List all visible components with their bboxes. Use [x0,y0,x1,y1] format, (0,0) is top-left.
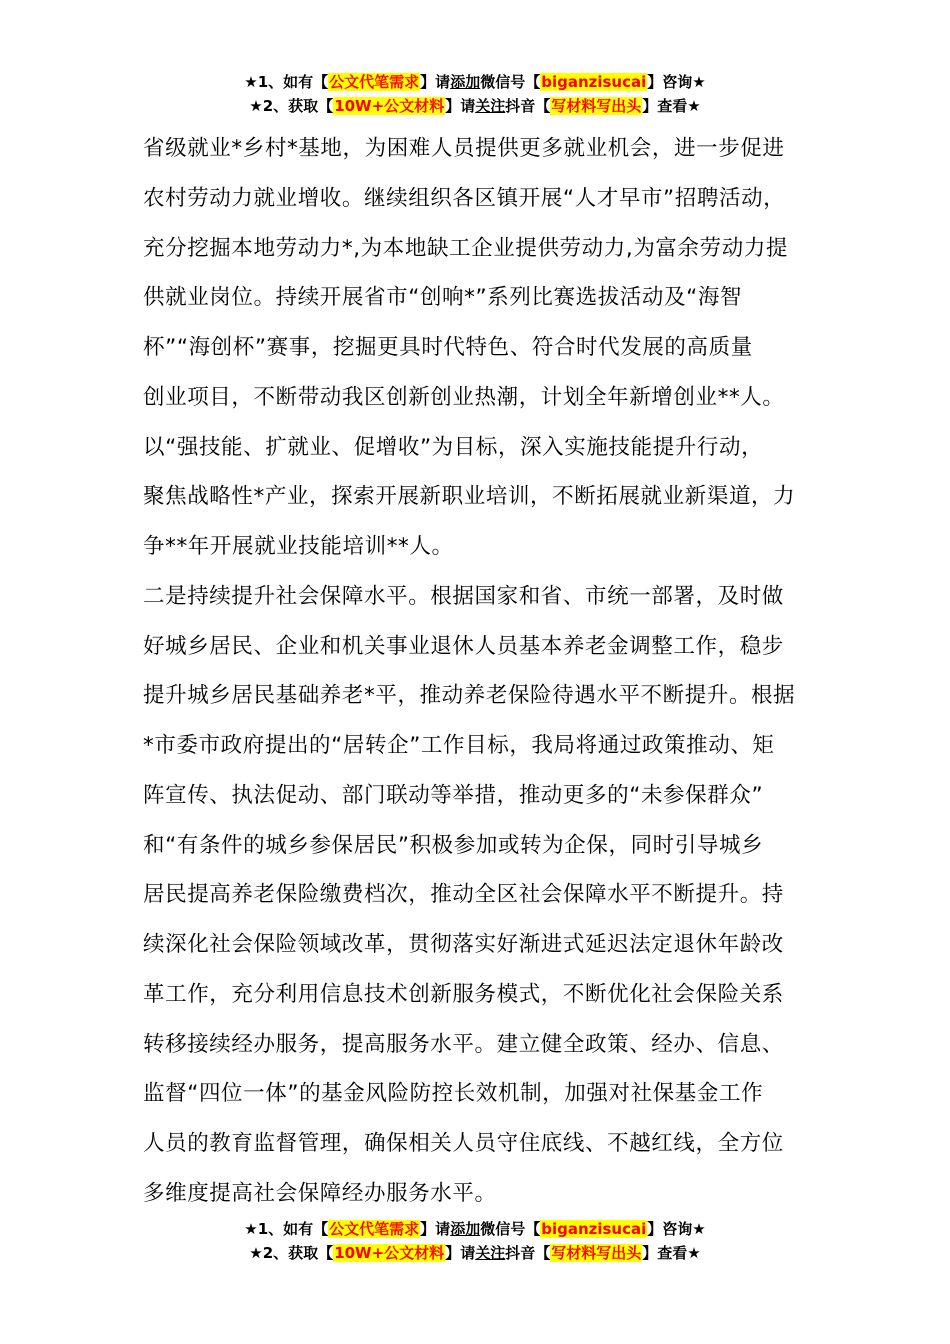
banner-text: 微信号【 [480,73,541,91]
banner-line-1 [0,1217,950,1241]
banner-text: ★2、获取【 [249,1244,334,1262]
banner-line-2 [0,94,950,118]
body-line: *市委市政府提出的“居转企”工作目标，我局将通过政策推动、矩 [143,733,775,758]
banner-text: 】请 [420,73,451,91]
body-line: 监督“四位一体”的基金风险防控长效机制，加强对社保基金工作 [143,1081,764,1107]
header-banner [0,70,950,118]
banner-text: ★1、如有【 [244,1220,329,1238]
body-line: 和“有条件的城乡参保居民”积极参加或转为企保，同时引导城乡 [143,832,764,858]
body-line: 杯”“海创杯”赛事，挖掘更具时代特色、符合时代发展的高质量 [143,335,753,360]
body-line: 转移接续经办服务，提高服务水平。建立健全政策、经办、信息、 [143,1031,784,1057]
body-line: 人员的教育监督管理，确保相关人员守住底线、不越红线，全方位 [143,1131,784,1156]
banner-highlight: 10W+公文材料 [334,97,445,115]
banner-text: 抖音【 [505,1244,551,1262]
body-line: 充分挖掘本地劳动力*,为本地缺工企业提供劳动力,为富余劳动力提 [143,235,789,261]
body-line: 阵宣传、执法促动、部门联动等举措，推动更多的“未参保群众” [143,782,764,808]
banner-text: 】请 [445,1244,476,1262]
body-line: 创业项目，不断带动我区创新创业热潮，计划全年新增创业**人。 [143,384,785,410]
body-line: 居民提高养老保险缴费档次，推动全区社会保障水平不断提升。持 [143,882,784,908]
douyin-id-highlight: 写材料写出头 [551,1244,642,1262]
banner-underline: 关注 [475,1244,506,1262]
banner-text: ★2、获取【 [249,97,334,115]
document-body [143,124,828,1219]
banner-line-2 [0,1241,950,1265]
body-line: 革工作，充分利用信息技术创新服务模式，不断优化社会保险关系 [143,981,784,1007]
banner-text: 抖音【 [505,97,551,115]
banner-highlight: 10W+公文材料 [334,1244,445,1262]
banner-text: 】咨询★ [647,1220,706,1238]
body-line: 提升城乡居民基础养老*平，推动养老保险待遇水平不断提升。根据 [143,683,796,709]
body-line: 续深化社会保险领域改革，贯彻落实好渐进式延迟法定退休年龄改 [143,932,784,957]
banner-underline: 关注 [475,97,506,115]
body-line: 好城乡居民、企业和机关事业退休人员基本养老金调整工作，稳步 [143,633,784,659]
body-line: 聚焦战略性*产业，探索开展新职业培训，不断拓展就业新渠道，力 [143,484,796,510]
footer-banner [0,1217,950,1265]
wechat-id-highlight: biganzisucai [541,1220,647,1238]
body-line: 省级就业*乡村*基地，为困难人员提供更多就业机会，进一步促进 [143,136,785,161]
body-line: 供就业岗位。持续开展省市“创响*”系列比赛选拔活动及“海智 [143,285,743,311]
banner-text: 】查看★ [642,97,701,115]
banner-underline: 添加 [450,73,481,91]
banner-highlight: 公文代笔需求 [329,1220,420,1238]
wechat-id-highlight: biganzisucai [541,73,647,91]
banner-text: ★1、如有【 [244,73,329,91]
banner-line-1 [0,70,950,94]
banner-underline: 添加 [450,1220,481,1238]
body-line: 多维度提高社会保障经办服务水平。 [143,1180,497,1206]
body-line: 以“强技能、扩就业、促增收”为目标，深入实施技能提升行动， [143,434,764,460]
douyin-id-highlight: 写材料写出头 [551,97,642,115]
body-line: 争**年开展就业技能培训**人。 [143,534,454,559]
banner-text: 】查看★ [642,1244,701,1262]
banner-highlight: 公文代笔需求 [329,73,420,91]
banner-text: 】咨询★ [647,73,706,91]
banner-text: 微信号【 [480,1220,541,1238]
body-line: 农村劳动力就业增收。继续组织各区镇开展“人才早市”招聘活动， [143,185,786,211]
banner-text: 】请 [445,97,476,115]
paragraph-start-line: 二是持续提升社会保障水平。根据国家和省、市统一部署，及时做 [143,583,784,609]
banner-text: 】请 [420,1220,451,1238]
